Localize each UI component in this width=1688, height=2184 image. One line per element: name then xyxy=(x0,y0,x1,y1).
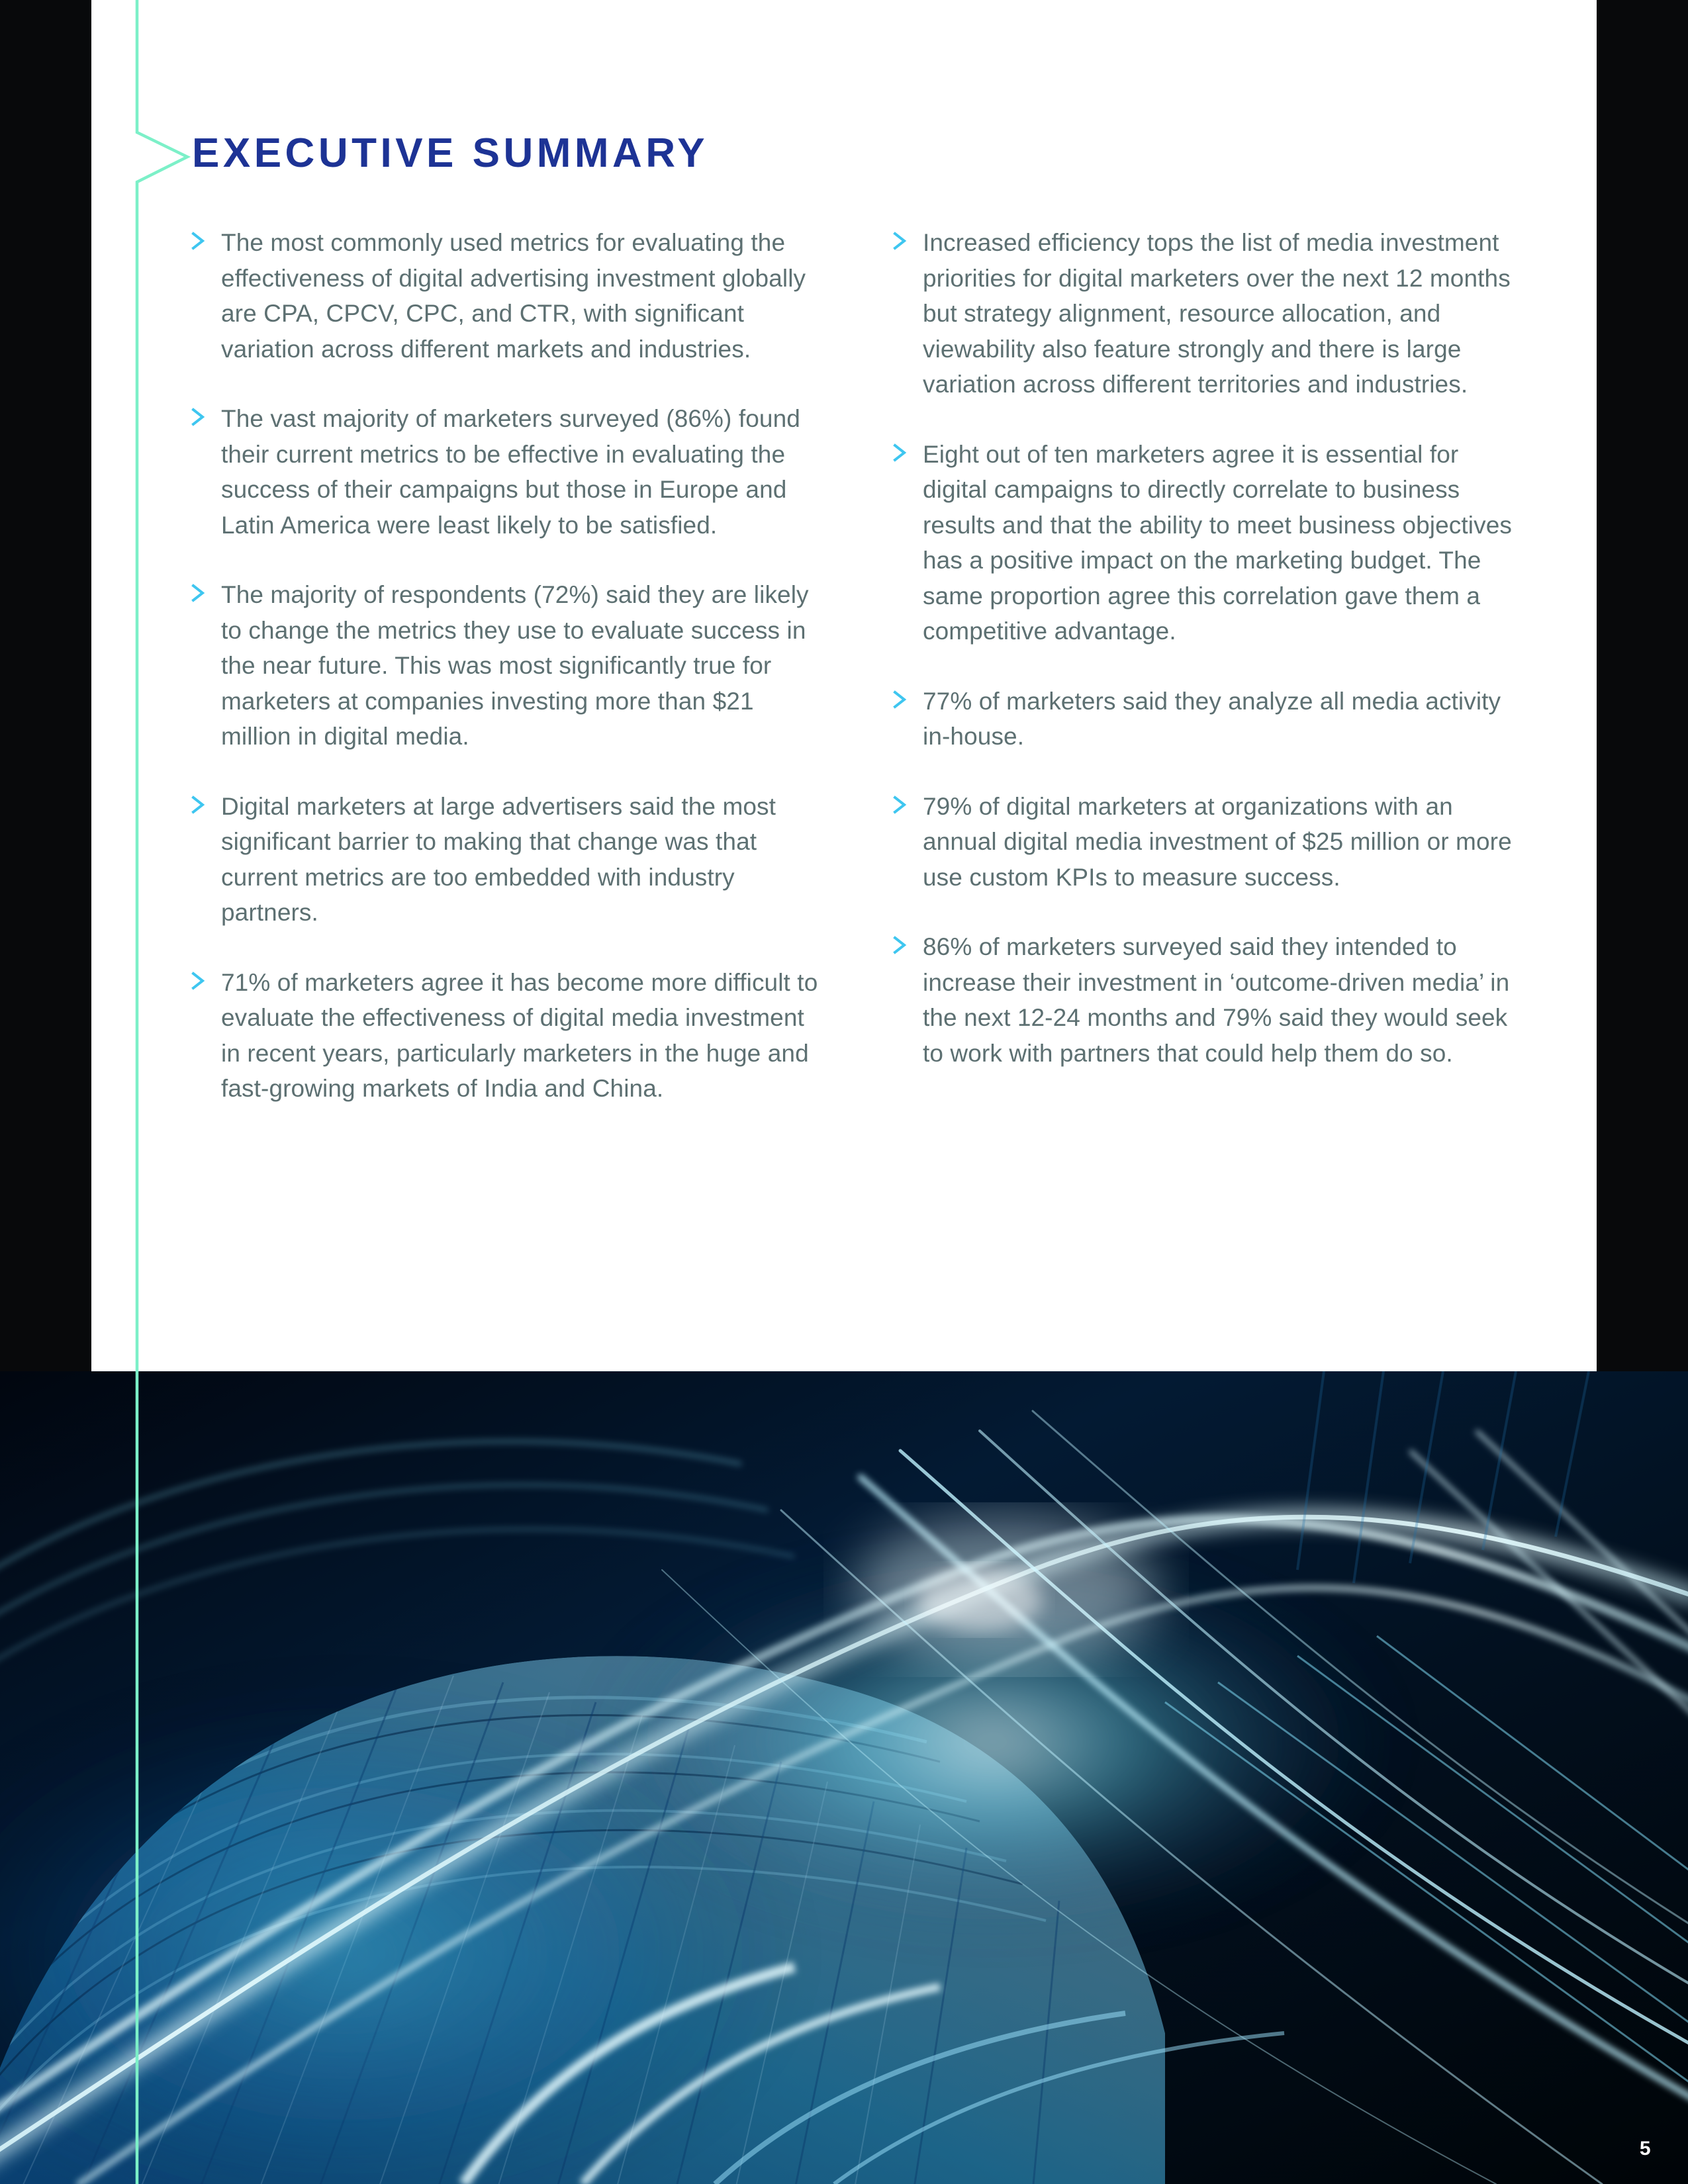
bullet-text: 79% of digital marketers at organizations with an annual digital media investment of $25 million or more use custom KPIs to measure success. xyxy=(923,792,1512,891)
bullet-text: Digital marketers at large advertisers said the most significant barrier to making that change was that current metrics are too embedded with industry partners. xyxy=(221,792,776,926)
chevron-right-icon xyxy=(892,231,908,251)
page-title: EXECUTIVE SUMMARY xyxy=(192,130,709,176)
chevron-right-icon xyxy=(892,795,908,815)
bullet-text: Increased efficiency tops the list of media investment priorities for digital marketers over the next 12 months but strategy alignment, resource allocation, and viewability also feature strongly and there is large variation across different territories and industries. xyxy=(923,229,1511,398)
chevron-right-icon xyxy=(191,971,207,991)
chevron-right-icon xyxy=(892,690,908,709)
bullet-item xyxy=(892,437,1528,649)
bullet-item xyxy=(191,965,826,1107)
bullet-column-right xyxy=(892,225,1528,1071)
bullet-item xyxy=(892,225,1528,402)
bullet-text: 71% of marketers agree it has become more difficult to evaluate the effectiveness of digital media investment in recent years, particularly marketers in the huge and fast-growing markets of India and China. xyxy=(221,968,818,1102)
bullet-text: 86% of marketers surveyed said they intended to increase their investment in ‘outcome-driven media’ in the next 12-24 months and 79% said they would seek to work with partners that could help them do so. xyxy=(923,933,1510,1067)
bullet-text: The majority of respondents (72%) said they are likely to change the metrics they use to evaluate success in the near future. This was most significantly true for marketers at companies investing more than $21 million in digital media. xyxy=(221,581,809,750)
bullet-item xyxy=(191,789,826,931)
page-number: 5 xyxy=(1639,2138,1651,2160)
abstract-blue-light-streaks-image xyxy=(0,1371,1688,2184)
bullet-item xyxy=(892,684,1528,754)
bullet-text: 77% of marketers said they analyze all media activity in-house. xyxy=(923,687,1501,750)
chevron-right-icon xyxy=(191,795,207,815)
bullet-text: The most commonly used metrics for evaluating the effectiveness of digital advertising investment globally are CPA, CPCV, CPC, and CTR, with significant variation across different markets and industries. xyxy=(221,229,806,363)
bullet-item xyxy=(892,789,1528,895)
bullet-column-left xyxy=(191,225,826,1107)
bullet-text: Eight out of ten marketers agree it is essential for digital campaigns to directly correlate to business results and that the ability to meet business objectives has a positive impact on the marketing budget. The same proportion agree this correlation gave them a competitive advantage. xyxy=(923,440,1512,645)
right-dark-margin xyxy=(1597,0,1688,1371)
chevron-right-icon xyxy=(191,231,207,251)
bullet-item xyxy=(892,929,1528,1071)
chevron-right-icon xyxy=(191,583,207,603)
left-dark-margin xyxy=(0,0,91,1371)
bullet-item xyxy=(191,401,826,543)
bullet-item xyxy=(191,225,826,367)
chevron-right-icon xyxy=(892,935,908,955)
chevron-right-icon xyxy=(191,407,207,427)
chevron-right-icon xyxy=(892,443,908,463)
bullet-item xyxy=(191,577,826,754)
bullet-text: The vast majority of marketers surveyed (86%) found their current metrics to be effective in evaluating the success of their campaigns but those in Europe and Latin America were least likely to be satisfied. xyxy=(221,405,800,539)
